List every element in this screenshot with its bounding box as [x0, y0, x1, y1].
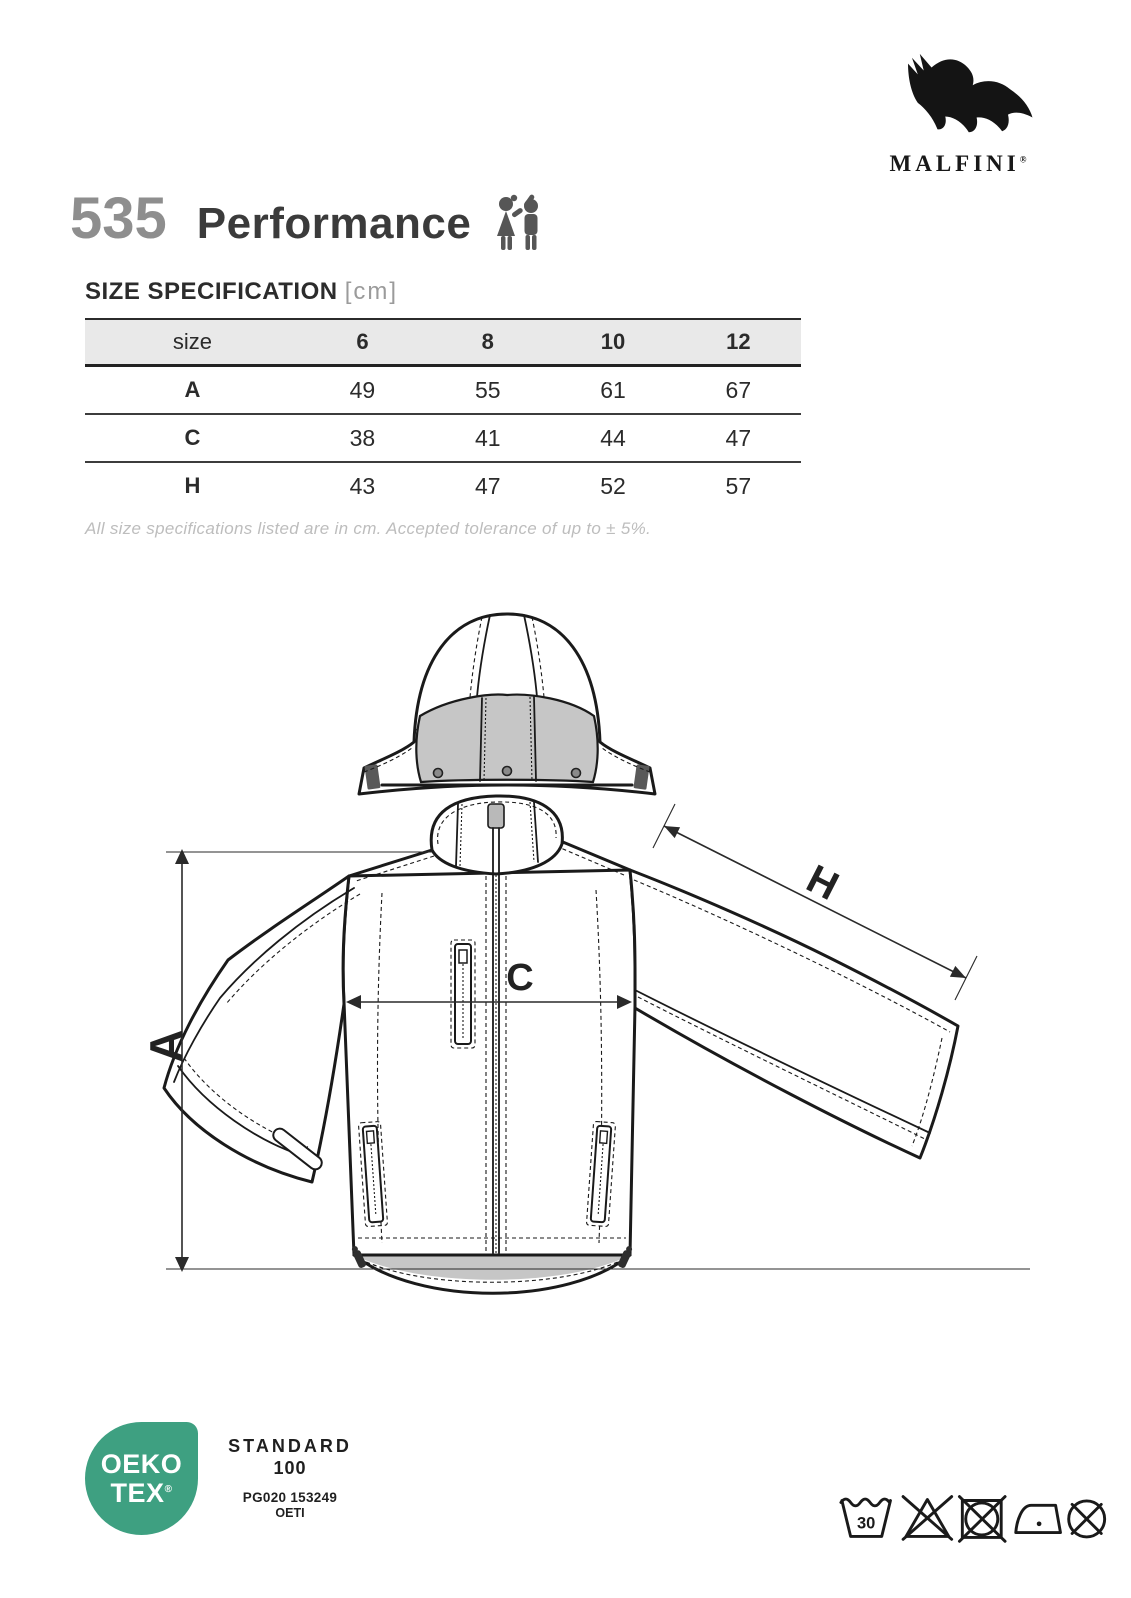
dimension-label-C: C — [506, 957, 534, 999]
cell-A-8: 55 — [474, 376, 501, 403]
right-sleeve-drawing — [630, 870, 958, 1158]
column-header-12: 12 — [726, 329, 751, 354]
do-not-dry-clean-icon — [1069, 1501, 1105, 1537]
cell-A-10: 61 — [600, 376, 626, 403]
product-code: 535 — [70, 186, 167, 251]
row-label-C: C — [184, 425, 201, 450]
size-table — [85, 318, 801, 509]
cell-A-6: 49 — [349, 376, 376, 403]
product-title — [70, 186, 543, 251]
do-not-tumble-dry-icon — [959, 1497, 1005, 1542]
unit-label: [cm] — [344, 278, 399, 305]
oeko-line2: TEX® — [110, 1477, 173, 1508]
table-row-A — [85, 366, 801, 415]
brand-logo — [868, 46, 1048, 177]
column-header-6: 6 — [356, 329, 369, 354]
registered-mark: ® — [1019, 154, 1027, 165]
left-sleeve-drawing — [164, 876, 360, 1182]
iron-low-icon — [1016, 1505, 1061, 1532]
oeko-standard-block — [224, 1436, 356, 1520]
size-spec-heading: SIZE SPECIFICATION [cm] — [85, 278, 399, 305]
standard-label: STANDARD — [228, 1436, 352, 1456]
chest-pocket-zip — [451, 940, 475, 1048]
row-label-H: H — [184, 473, 201, 498]
column-header-size: size — [172, 329, 212, 354]
table-row-C — [85, 414, 801, 462]
jacket-technical-drawing — [130, 598, 1030, 1308]
tolerance-note: All size specifications listed are in cm. Accepted tolerance of up to ± 5%. — [85, 519, 652, 538]
care-symbols — [838, 1486, 1110, 1548]
cell-C-12: 47 — [725, 424, 752, 451]
cell-C-8: 41 — [474, 424, 501, 451]
standard-number: 100 — [273, 1458, 307, 1478]
wash-30-icon — [841, 1499, 891, 1536]
dimension-label-H: H — [799, 856, 846, 910]
dimension-label-A: A — [140, 1029, 192, 1063]
hood-drawing — [359, 614, 655, 794]
jacket-body-drawing — [341, 840, 638, 1293]
cell-H-6: 43 — [349, 472, 376, 499]
oeko-line1: OEKO — [100, 1449, 183, 1480]
column-header-8: 8 — [481, 329, 494, 354]
kids-icon — [495, 194, 543, 252]
zip-garage — [488, 804, 504, 828]
size-specification-section — [85, 278, 801, 539]
cell-A-12: 67 — [725, 376, 752, 403]
size-table-header-row — [85, 319, 801, 366]
svg-text:30: 30 — [856, 1514, 876, 1533]
oeko-tex-certification — [85, 1422, 356, 1535]
row-label-A: A — [184, 377, 201, 402]
certifying-institute: OETI — [275, 1506, 305, 1520]
certificate-code: PG020 153249 — [242, 1490, 338, 1505]
cell-H-12: 57 — [725, 472, 752, 499]
oeko-tex-logo — [85, 1422, 198, 1535]
cell-H-10: 52 — [600, 472, 626, 499]
collar-drawing — [431, 796, 562, 874]
do-not-bleach-icon — [903, 1497, 952, 1540]
eagle-icon — [873, 46, 1043, 144]
column-header-10: 10 — [600, 329, 626, 354]
cell-C-10: 44 — [600, 424, 626, 451]
cell-H-8: 47 — [474, 472, 501, 499]
brand-wordmark: MALFINI® — [889, 151, 1027, 176]
table-row-H — [85, 462, 801, 509]
cell-C-6: 38 — [349, 424, 376, 451]
product-name: Performance — [196, 199, 472, 248]
